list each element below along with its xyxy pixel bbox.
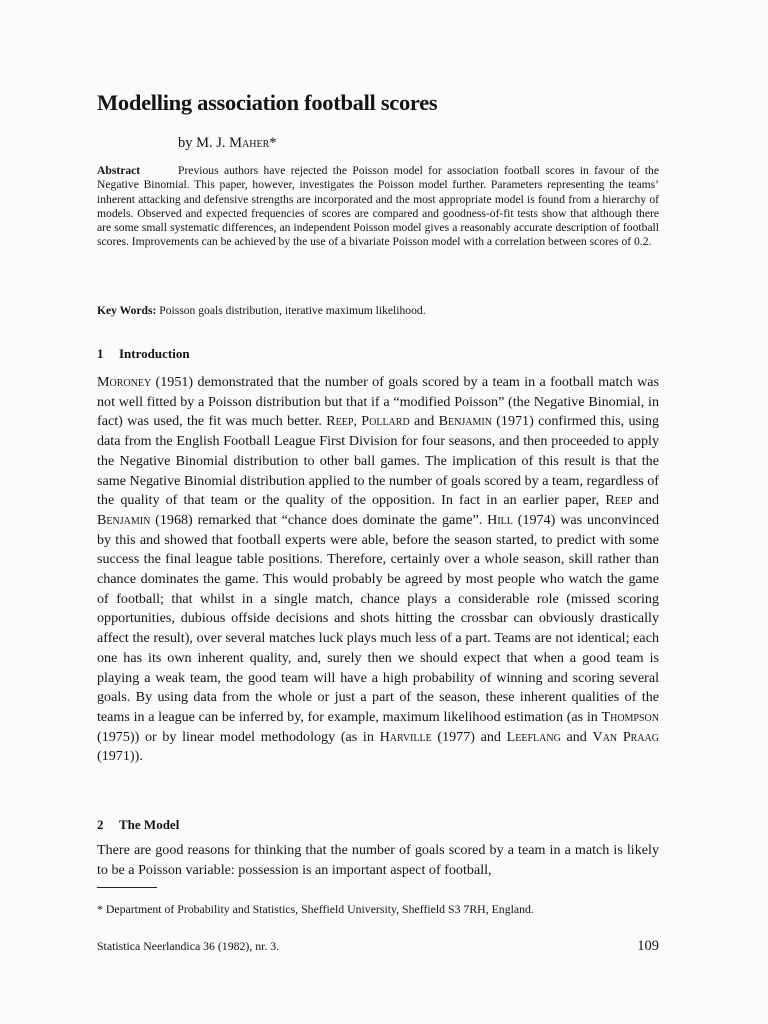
page-footer [97, 938, 659, 955]
body-text-run: and [409, 413, 439, 430]
paper-title: Modelling association football scores [97, 90, 438, 115]
body-text-run: , [353, 413, 362, 430]
author-affiliation-footnote: * Department of Probability and Statistics, Sheffield University, Sheffield S3 7RH, England. [97, 902, 534, 916]
abstract-block [97, 164, 659, 250]
citation-author: Reep [605, 492, 633, 509]
citation-author: Benjamin [97, 511, 151, 528]
page-number: 109 [637, 938, 659, 954]
section-heading-introduction [97, 346, 190, 362]
abstract-heading: Abstract [97, 164, 141, 177]
author-name: Maher* [229, 135, 277, 151]
introduction-paragraph [97, 373, 659, 767]
citation-author: Leeflang [506, 728, 561, 745]
key-words-heading: Key Words: [97, 304, 157, 317]
author-byline [178, 135, 277, 152]
body-text-run: (1977) and [431, 728, 507, 745]
model-paragraph: There are good reasons for thinking that the number of goals scored by a team in a match is likely to be a Poisson variable: possession is an important aspect of football, [97, 842, 659, 878]
citation-author: Harville [379, 728, 432, 745]
body-text-run: (1951) demonstrated that the number of goals scored by a team in a football match was not well fitted by a Poisson distribution but that if a “modified Poisson” (the Negative Binomial, in fact) was used, the fit was much better. [97, 374, 659, 430]
body-text-run: (1975)) or by linear model methodology (as in [97, 728, 380, 745]
key-words [97, 304, 659, 317]
body-text-run: (1974) was unconvinced by this and showed that football experts were able, before the season started, to predict with some success the final league table positions. Therefore, certainly over a whole season, skill rather than chance dominates the game. This would probably be agreed by most people who watch the game of football; that whilst in a single match, chance plays a considerable role (missed scoring opportunities, dubious offside decisions and shots hitting the crossbar can obviously drastically affect the result), over several matches luck plays much less of a part. Teams are not identical; each one has its own inherent quality, and, surely then we should expect that when a good team is playing a weak team, the good team will have a high probability of winning and scoring several goals. By using data from the whole or just a part of the season, these inherent qualities of the teams in a league can be inferred by, for example, maximum likelihood estimation (as in [97, 511, 660, 725]
citation-author: Hill [487, 511, 513, 528]
citation-author: Pollard [361, 413, 410, 430]
body-text-run: and [560, 728, 593, 745]
key-words-text: Poisson goals distribution, iterative maximum likelihood. [156, 304, 426, 317]
section-number: 2 [97, 817, 104, 832]
body-text-run: (1971) confirmed this, using data from the English Football League First Division for four seasons, and then proceeded to apply the Negative Binomial distribution to other ball games. The implication of this result is that the same Negative Binomial distribution applied to the number of goals scored by a team, regardless of the quality of that team or the quality of the opposition. In fact in an earlier paper, [97, 413, 660, 509]
citation-author: Van Praag [592, 728, 659, 745]
abstract-text: Previous authors have rejected the Poisson model for association football scores in favour of the Negative Binomial. This paper, however, investigates the Poisson model further. Parameters representing the teams’ inherent attacking and defensive strengths are incorporated and the most appropriate model is found from a hierarchy of models. Observed and expected frequencies of scores are compared and goodness-of-fit tests show that although there are some small systematic differences, an independent Poisson model gives a reasonably accurate description of football scores. Improvements can be achieved by the use of a bivariate Poisson model with a correlation between scores of 0.2. [97, 164, 659, 249]
byline-prefix: by M. J. [178, 135, 230, 151]
body-text-run: (1971)). [97, 748, 143, 765]
citation-author: Benjamin [438, 413, 492, 430]
citation-author: Moroney [97, 374, 152, 390]
body-text-run: (1968) remarked that “chance does dominate the game”. [150, 511, 488, 528]
citation-author: Reep [326, 413, 354, 430]
journal-citation: Statistica Neerlandica 36 (1982), nr. 3. [97, 939, 280, 953]
body-text-run: and [632, 492, 659, 509]
section-number: 1 [97, 346, 104, 361]
section-heading-the-model [97, 817, 179, 833]
citation-author: Thompson [601, 708, 659, 725]
footnote-divider [97, 887, 157, 888]
section-title: The Model [119, 817, 180, 832]
section-title: Introduction [119, 346, 190, 361]
